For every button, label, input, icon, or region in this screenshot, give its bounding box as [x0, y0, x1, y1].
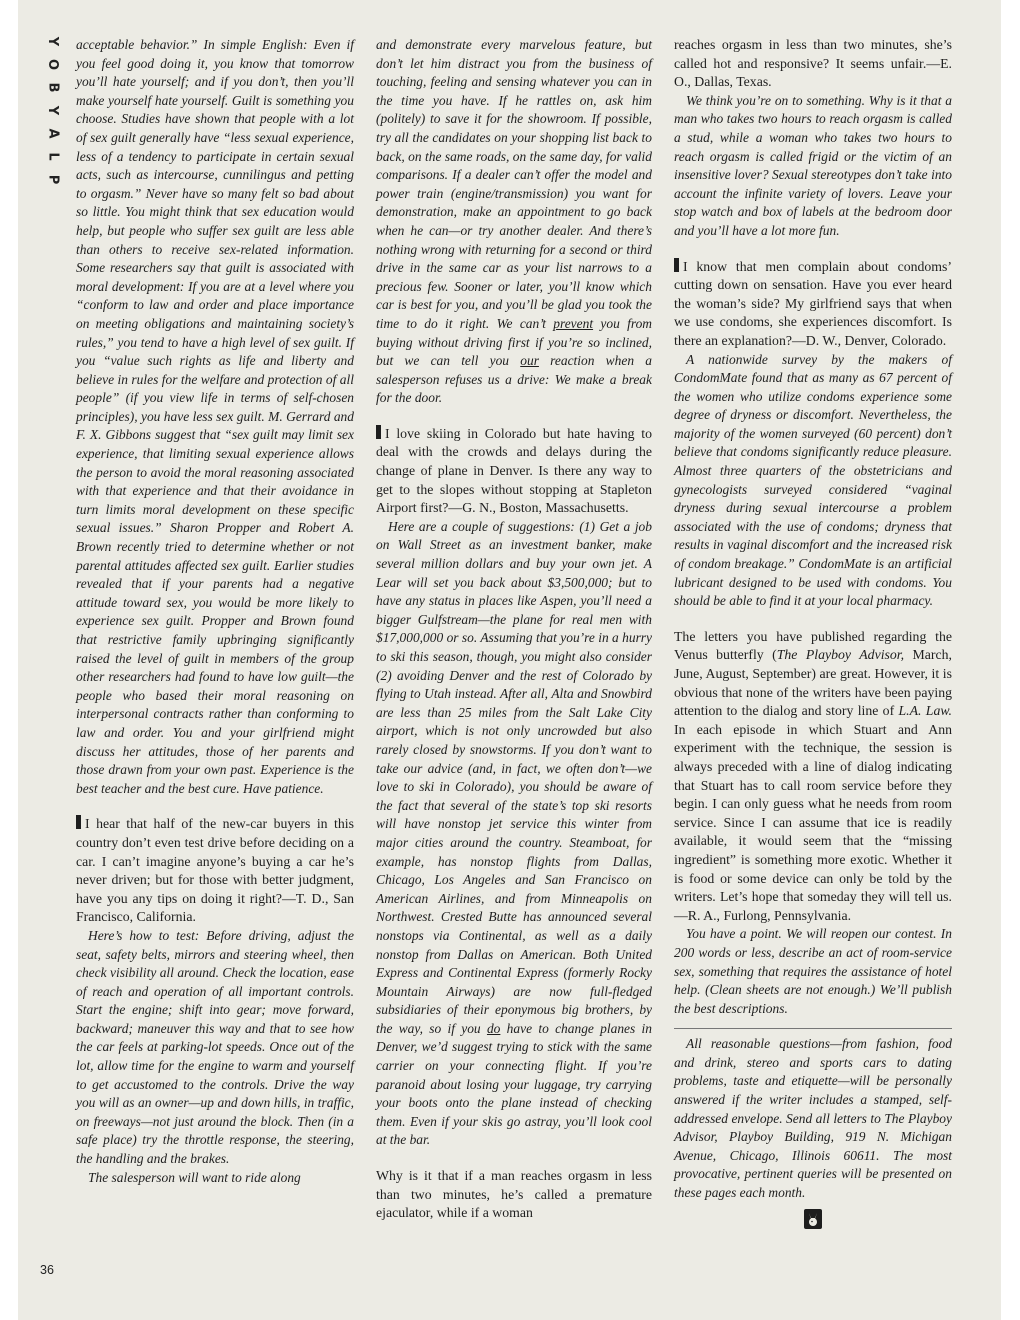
answer-paragraph: The salesperson will want to ride along: [88, 1169, 301, 1185]
answer-paragraph: We think you’re on to something. Why is it that a man who takes two hours to reach orgasm is called a stud, while a woman who takes two hours to reach orgasm is called frigid or the victim of an insensitive lover? Sexual stereotypes don’t take into account the infinite variety of lovers. Leave your stop watch and box of labels at the bedroom door and you’ll have a lot more fun.: [674, 92, 952, 238]
question-paragraph: I know that men complain about condoms’ cutting down on sensation. Have you ever heard the woman’s side? My girlfriend says that when we use condoms, she experiences discomfort. Is there an explanation?—D. W., Denver, Colorado.: [674, 258, 952, 348]
masthead-letter: Y: [45, 105, 61, 116]
drop-bar: [76, 815, 81, 829]
masthead-letter: O: [45, 58, 61, 71]
magazine-page: [18, 0, 1001, 1320]
masthead-letter: B: [45, 82, 61, 93]
column-3: [674, 36, 952, 1229]
advisor-footer-note: All reasonable questions—from fashion, food and drink, stereo and sports cars to dating problems, taste and etiquette—will be personally answered if the writer includes a stamped, self-addressed envelope. Send all letters to The Playboy Advisor, Playboy Building, 919 N. Michigan Avenue, Chicago, Illinois 60611. The most provocative, pertinent queries will be presented on these pages each month.: [674, 1036, 952, 1201]
masthead-letter: L: [45, 152, 61, 161]
masthead-vertical: [45, 30, 61, 191]
question-paragraph: I love skiing in Colorado but hate having to deal with the crowds and delays during the change of plane in Denver. Is there any way to get to the slopes without stopping at Stapleton Airport first?—G. N., Boston, Massachusetts.: [376, 425, 652, 516]
divider: [674, 1028, 952, 1029]
answer-paragraph: Here are a couple of suggestions: (1) Get a job on Wall Street as an investment banker, make several million dollars and buy your own jet. A Lear will set you back about $3,500,000; but to have any status in places like Aspen, you’ll need a bigger Gulfstream—the plane for real men with $17,000,000 or so. Assuming that you’re in a hurry to ski this season, though, you might also consider (2) avoiding Denver and the rest of Colorado by flying to Utah instead. After all, Alta and Snowbird are less than 25 miles from the Salt Lake City airport, which is not only uncrowded but also rarely closed by snowstorms. If you don’t want to take our advice (and, in fact, we often don’t—we love to ski in Colorado), you should be aware of the fact that several of the state’s top ski resorts will have nonstop jet service this winter from major cities around the country. Steamboat, for example, has nonstop flights from Dallas, Chicago, Los Angeles and San Francisco on American Airlines, and from Minneapolis on Northwest. Crested Butte has announced several nonstops via Continental, as well as a daily nonstop from Dallas on American. Both United Express and Continental Express (formerly Rocky Mountain Airways) are now full-fledged subsidiaries of their eponymous big brothers, by the way, so if you do have to change planes in Denver, we’d suggest trying to stick with the same carrier on your connecting flight. If you’re paranoid about losing your luggage, try carrying your boots onto the plane instead of checking them. Even if your skis go astray, you’ll look cool at the bar.: [376, 518, 652, 1148]
rabbit-head-icon: [674, 1209, 952, 1229]
answer-paragraph: acceptable behavior.” In simple English: Even if you feel good doing it, you know that tomorrow you’ll hate yourself; and if you don’t, then you’ll make yourself hate yourself. Guilt is something you choose. Studies have shown that people with a lot of sex guilt generally have “less sexual experience, less of a tendency to participate in certain sexual acts, such as intercourse, cunnilingus and petting to orgasm.” Never have so many felt so bad about so little. You might think that sex education would help, but people who suffer sex guilt are less able than others to receive sex-related information. Some researchers say that guilt is associated with moral development: If you are at a level where you “conform to law and order and place importance on meeting obligations and maintaining society’s rules,” you tend to have a high level of sex guilt. If you “value such rights as life and liberty and believe in rules for the welfare and protection of all people” (if you view life in terms of self-chosen principles), you have less sex guilt. M. Gerrard and F. X. Gibbons suggest that “sex guilt may limit sex experience, that limiting sexual experience allows the person to avoid the moral reasoning associated with that experience and that their avoidance in turn limits moral development on these specific sexual issues.” Sharon Propper and Robert A. Brown recently tried to determine whether or not parental attitudes affected sex guilt. Earlier studies revealed that if your parents had a negative attitude toward sex, you would be more likely to experience sex guilt. Propper and Brown found that restrictive family upbringing significantly raised the level of guilt in members of the group other researchers had found to have low guilt—the people who based their moral reasoning on interpersonal contracts rather than conforming to law and order. You and your girlfriend might discuss her attitudes, those of her parents and those drawn from your own past. Experience is the best teacher and the best cure. Have patience.: [76, 37, 354, 796]
question-paragraph: reaches orgasm in less than two minutes, she’s called hot and responsive? It seems unfair.—E. O., Dallas, Texas.: [674, 37, 952, 90]
column-1: [76, 36, 354, 1187]
masthead-letter: A: [45, 128, 61, 139]
masthead-letter: Y: [45, 36, 61, 47]
page-number: 36: [40, 1263, 54, 1277]
drop-bar: [376, 425, 381, 439]
question-paragraph: The letters you have published regarding the Venus butterfly (The Playboy Advisor, March, June, August, September) are great. However, it is obvious that none of the writers have been paying attention to the dialog and story line of L.A. Law. In each episode in which Stuart and Ann experiment with the technique, the session is always preceded with a line of dialog indicating that Stuart has to call room service before they begin. I can only guess what he needs from room service. Since I can assume that ice is readily available, it would seem that the “missing ingredient” is something more exotic. Whether it is food or some device can only be told by the writers. Let’s hope that someday they will tell us.—R. A., Furlong, Pennsylvania.: [674, 628, 953, 923]
answer-paragraph: You have a point. We will reopen our contest. In 200 words or less, describe an act of room-service sex, something that requires the assistance of hotel help. (Clean sheets are not enough.) We’ll publish the best descriptions.: [674, 926, 952, 1016]
answer-paragraph: A nationwide survey by the makers of CondomMate found that as many as 67 percent of the women who utilize condoms experience some degree of dryness or discomfort. Nevertheless, the majority of the women surveyed (60 percent) don’t believe that condoms significantly reduce pleasure. Almost three quarters of the obstetricians and gynecologists surveyed considered “vaginal dryness during sexual intercourse a problem associated with the use of condoms; dryness that results in vaginal discomfort and the increased risk of condom breakage.” CondomMate is an artificial lubricant designed to be used with condoms. You should be able to find it at your local pharmacy.: [674, 351, 952, 609]
column-2: [376, 36, 652, 1223]
drop-bar: [674, 258, 679, 272]
answer-paragraph: Here’s how to test: Before driving, adjust the seat, safety belts, mirrors and steering wheel, then check visibility all around. Check the location, ease of reach and operation of all important controls. Start the engine; shift into gear; move forward, backward; maneuver this way and that to see how the car feels at parking-lot speeds. Once out of the lot, allow time for the engine to warm and yourself to get accustomed to the controls. Drive the way you will as an owner—up and down hills, in traffic, on freeways—not just around the block. Then (in a safe place) try the throttle response, the steering, the handling and the brakes.: [76, 927, 354, 1167]
question-paragraph: I hear that half of the new-car buyers in this country don’t even test drive before deciding on a car. I can’t imagine anyone’s buying a car he’s never driven; but for those with better judgment, have you any tips on doing it right?—T. D., San Francisco, California.: [76, 816, 354, 925]
masthead-letter: P: [45, 174, 61, 185]
question-paragraph: Why is it that if a man reaches orgasm in less than two minutes, he’s called a premature ejaculator, while if a woman: [376, 1168, 652, 1221]
answer-paragraph: and demonstrate every marvelous feature, but don’t let him distract you from the business of touching, feeling and sensing whatever you can in the time you have. If he rattles on, ask him (politely) to save it for the showroom. If possible, try all the candidates on your shopping list back to back, on the same roads, on the same day, for valid comparisons. If a dealer can’t offer the model and power train (engine/transmission) you want for demonstration, make an appointment to go back when he can—or try another dealer. And there’s nothing wrong with returning for a second or third drive in the same car as your list narrows to a precious few. Sooner or later, you’ll know which car is best for you, and you’ll be glad you took the time to do it right. We can’t prevent you from buying without driving first if you’re so inclined, but we can tell you our reaction when a salesperson refuses us a drive: We make a break for the door.: [376, 37, 652, 406]
